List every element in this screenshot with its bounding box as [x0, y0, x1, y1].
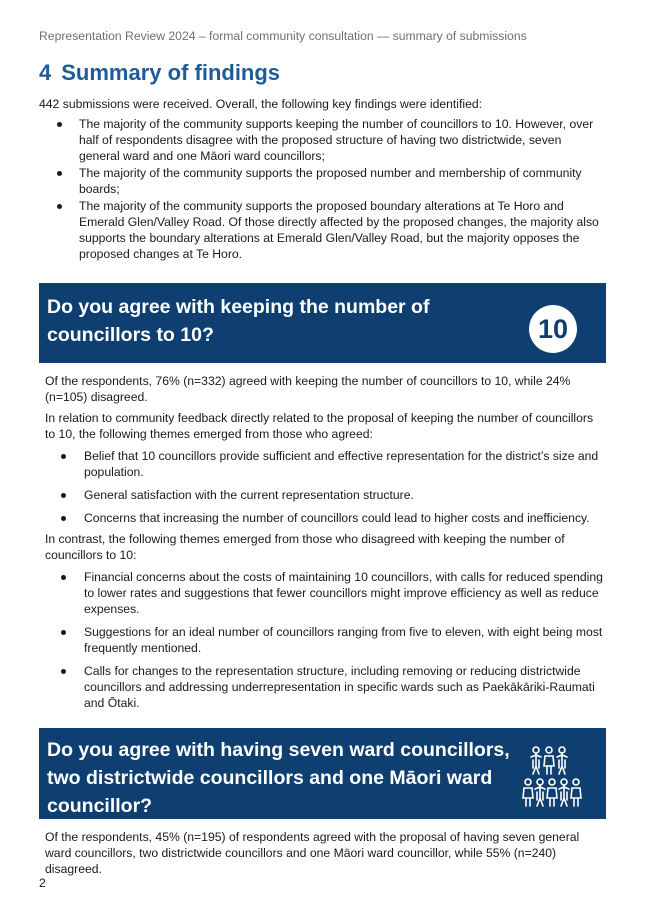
list-item-text: The majority of the community supports keeping the number of councillors to 10. However, over half of respondents disagree with the proposed structure of having two districtwide, seven general ward and one Māori ward councillors; — [79, 117, 594, 163]
question-heading: Do you agree with keeping the number of councillors to 10? — [47, 296, 430, 346]
list-item-text: Financial concerns about the costs of maintaining 10 councillors, with calls for reduced spending to lower rates and suggestions that fewer councillors might improve efficiency as well as reduce expenses. — [84, 570, 603, 616]
intro-text: 442 submissions were received. Overall, the following key findings were identified: — [39, 97, 483, 111]
question-banner — [39, 283, 606, 363]
result-text: Of the respondents, 76% (n=332) agreed with keeping the number of councillors to 10, while 24% (n=105) disagreed. — [45, 374, 571, 404]
section-title — [39, 60, 280, 86]
agree-intro: In relation to community feedback directly related to the proposal of keeping the number of councillors to 10, the following themes emerged from those who agreed: — [45, 411, 594, 441]
bullet-icon — [61, 630, 66, 635]
list-item-text: The majority of the community supports the proposed boundary alterations at Te Horo and Emerald Glen/Valley Road. Of those directly affected by the proposed changes, the majority also supports the boundary alterations at Emerald Glen/Valley Road, but the majority opposes the proposed changes at Te Horo. — [79, 199, 599, 261]
bullet-icon — [61, 516, 66, 521]
list-item-text: General satisfaction with the current representation structure. — [84, 488, 414, 502]
list-item — [45, 510, 605, 526]
list-item — [45, 487, 605, 503]
page-number: 2 — [39, 876, 46, 890]
list-item-text: Calls for changes to the representation structure, including removing or reducing districtwide councillors and addressing underrepresentation in specific wards such as Paekākāriki-Raumati and Ōtaki. — [84, 664, 595, 710]
list-item — [45, 448, 605, 480]
section-number: 4 — [39, 60, 52, 85]
bullet-icon — [57, 122, 62, 127]
list-item — [45, 569, 605, 617]
result-text: Of the respondents, 45% (n=195) of respondents agreed with the proposal of having seven general ward councillors, two districtwide councillors and one Māori ward councillor, while 55% (n=240) disagreed. — [45, 830, 580, 876]
bullet-icon — [61, 454, 66, 459]
bullet-icon — [57, 171, 62, 176]
disagree-themes-list — [45, 569, 605, 718]
question-banner — [39, 728, 606, 819]
bullet-icon — [61, 669, 66, 674]
running-header: Representation Review 2024 – formal community consultation — summary of submissions — [39, 29, 527, 43]
bullet-icon — [61, 575, 66, 580]
list-item — [39, 198, 604, 262]
ten-badge-icon: 10 — [529, 305, 577, 353]
question-heading: Do you agree with having seven ward councillors, two districtwide councillors and one Māori ward councillor? — [47, 739, 510, 817]
agree-themes-list — [45, 448, 605, 533]
disagree-intro: In contrast, the following themes emerged from those who disagreed with keeping the number of councillors to 10: — [45, 532, 565, 562]
bullet-icon — [61, 493, 66, 498]
list-item-text: Belief that 10 councillors provide sufficient and effective representation for the district’s size and population. — [84, 449, 599, 479]
list-item — [39, 116, 604, 164]
list-item-text: Suggestions for an ideal number of councillors ranging from five to eleven, with eight being most frequently mentioned. — [84, 625, 603, 655]
list-item — [39, 165, 604, 197]
list-item — [45, 663, 605, 711]
list-item — [45, 624, 605, 656]
bullet-icon — [57, 204, 62, 209]
section-title-text: Summary of findings — [61, 60, 281, 85]
list-item-text: The majority of the community supports the proposed number and membership of community boards; — [79, 166, 582, 196]
findings-list — [39, 116, 604, 263]
list-item-text: Concerns that increasing the number of councillors could lead to higher costs and inefficiency. — [84, 511, 590, 525]
people-group-icon — [522, 744, 584, 808]
